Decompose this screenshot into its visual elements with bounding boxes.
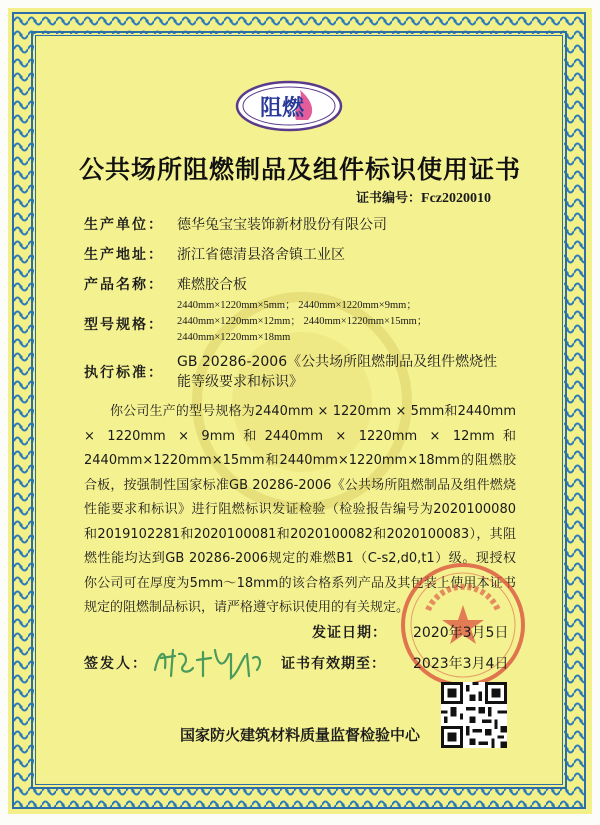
certificate-title: 公共场所阻燃制品及组件标识使用证书 bbox=[78, 155, 521, 184]
logo-text: 阻燃 bbox=[260, 96, 305, 121]
model-line: 2440mm×1220mm×5mm； 2440mm×1220mm×9mm； bbox=[177, 300, 417, 311]
producer-value: 德华兔宝宝装饰新材股份有限公司 bbox=[177, 217, 387, 233]
model-line: 2440mm×1220mm×18mm bbox=[177, 332, 291, 343]
address-label: 生产地址： bbox=[84, 247, 164, 263]
cert-number-label: 证书编号： bbox=[356, 191, 422, 206]
producer-label: 生产单位： bbox=[84, 217, 164, 233]
address-value: 浙江省德清县洛舍镇工业区 bbox=[177, 247, 345, 263]
standard-line: 能等级要求和标识》 bbox=[177, 374, 303, 390]
issue-date-label: 发证日期： bbox=[312, 625, 387, 641]
valid-until-label: 证书有效期至： bbox=[281, 656, 386, 672]
product-label: 产品名称： bbox=[84, 277, 164, 293]
issuing-authority: 国家防火建筑材料质量监督检验中心 bbox=[179, 726, 420, 744]
body-paragraph: 你公司生产的型号规格为2440mm × 1220mm × 5mm和2440mm × 1220mm × 9mm和2440mm × 1220mm × 12mm和2440mm×1220mm×15mm和2440mm×1220mm×18mm的阻燃胶合板，按强制性国家标准GB 20286-2006《公共场所阻燃制品及组件燃烧性能要求和标识》进行阻燃标识发证检验（检验报告编号为2020100080和2019102281和2020100081和2020100082和2020100083），其阻燃性能均达到GB 20286-2006规定的难燃B1（C-s2,d0,t1）级。现授权你公司可在厚度为5mm～18mm的该合格系列产品及其包装上使用本证书规定的阻燃制品标识，请严格遵守标识使用的有关规定。 bbox=[84, 404, 516, 615]
cert-number bbox=[356, 187, 491, 207]
issue-date-value: 2020年3月5日 bbox=[413, 625, 509, 641]
issuer-label: 签发人： bbox=[84, 656, 148, 672]
cert-number-value: Fcz2020010 bbox=[421, 191, 491, 206]
flame-retardant-logo bbox=[234, 80, 344, 132]
standard-label: 执行标准： bbox=[84, 365, 164, 381]
model-line: 2440mm×1220mm×12mm； 2440mm×1220mm×15mm； bbox=[177, 316, 428, 327]
product-value: 难燃胶合板 bbox=[177, 277, 247, 293]
standard-value bbox=[177, 352, 522, 392]
valid-until-value: 2023年3月4日 bbox=[413, 656, 509, 672]
model-values bbox=[177, 298, 427, 346]
standard-line: GB 20286-2006《公共场所阻燃制品及组件燃烧性 bbox=[177, 354, 498, 370]
issuer-signature bbox=[145, 640, 285, 686]
model-label: 型号规格： bbox=[84, 317, 164, 333]
